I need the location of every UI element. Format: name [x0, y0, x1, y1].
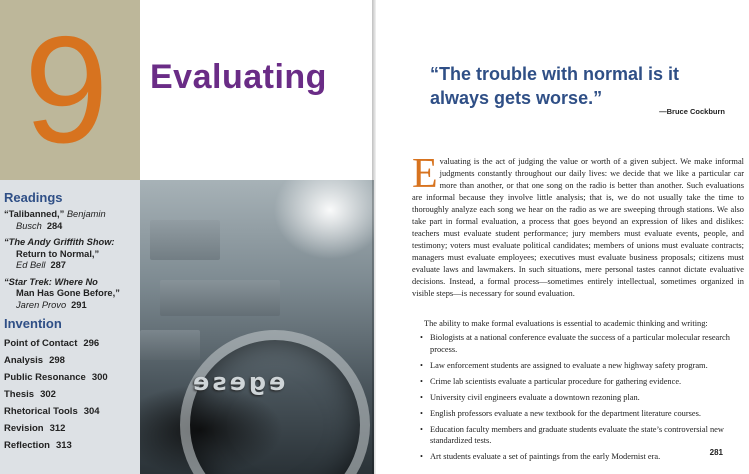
invention-page: 298 — [49, 355, 65, 366]
reading-page: 287 — [50, 260, 66, 270]
invention-page: 313 — [55, 440, 72, 451]
invention-item — [4, 352, 140, 369]
examples-list — [416, 332, 744, 467]
intro-paragraph — [412, 151, 744, 300]
invention-item — [4, 335, 140, 352]
reading-page: 284 — [46, 220, 63, 231]
invention-page: 312 — [49, 423, 66, 434]
left-page — [0, 0, 374, 474]
type-letters: egese — [190, 368, 286, 396]
example-item: • Crime lab scientists evaluate a particular procedure for gathering evidence. — [416, 376, 744, 388]
type-block — [160, 280, 280, 316]
chapter-number: 9 — [24, 5, 107, 175]
epigraph-attribution: —Bruce Cockburn — [659, 107, 725, 116]
reading-title-cont: Return to Normal,” — [16, 248, 100, 259]
reading-author: Benjamin — [66, 209, 106, 219]
example-item: • Law enforcement students are assigned to evaluate a new highway safety program. — [416, 360, 744, 372]
reading-title: “Talibanned,” — [4, 209, 65, 219]
drop-cap: E — [412, 151, 438, 197]
reading-title: “The Andy Griffith Show: — [4, 237, 115, 247]
chapter-number-block — [0, 0, 140, 180]
invention-item — [4, 369, 140, 386]
example-item: • University civil engineers evaluate a downtown rezoning plan. — [416, 392, 744, 404]
invention-label: Public Resonance — [4, 372, 86, 383]
invention-item — [4, 437, 140, 454]
example-item: • Education faculty members and graduate students evaluate the state’s controversial new standardized tests. — [416, 424, 744, 447]
type-block — [150, 220, 220, 260]
invention-page: 296 — [83, 338, 100, 349]
invention-label: Thesis — [4, 389, 35, 400]
reading-page: 291 — [71, 299, 87, 310]
invention-page: 300 — [91, 372, 108, 383]
second-paragraph: The ability to make formal evaluations is essential to academic thinking and writing: — [424, 319, 708, 328]
epigraph-quote: “The trouble with normal is it always gets worse.” — [430, 64, 680, 108]
invention-label: Revision — [4, 423, 44, 434]
invention-page: 304 — [83, 406, 100, 417]
example-item: • Art students evaluate a set of paintings from the early Modernist era. — [416, 451, 744, 463]
reading-item — [2, 237, 140, 272]
type-blocks-photo — [140, 180, 374, 474]
reading-title: “Star Trek: Where No — [4, 276, 98, 287]
right-page — [376, 0, 749, 474]
invention-page: 302 — [40, 389, 56, 400]
reading-item — [2, 209, 140, 232]
reading-author: Jaren Provo — [16, 299, 67, 310]
reading-author-cont: Busch — [16, 220, 42, 231]
reading-author: Ed Bell — [16, 260, 46, 270]
example-item: • Biologists at a national conference evaluate the success of a particular molecular research process. — [416, 332, 744, 355]
invention-list — [2, 335, 140, 454]
invention-item — [4, 420, 140, 437]
reading-item — [2, 277, 140, 312]
invention-heading: Invention — [4, 316, 62, 331]
readings-heading: Readings — [4, 190, 63, 205]
chapter-contents-sidebar — [0, 180, 140, 474]
invention-label: Analysis — [4, 355, 44, 366]
magnifier-lens — [180, 330, 370, 474]
invention-label: Point of Contact — [4, 338, 78, 349]
reading-title-cont: Man Has Gone Before,” — [16, 288, 120, 298]
invention-item — [4, 386, 140, 403]
invention-label: Reflection — [4, 440, 50, 451]
intro-paragraph-text: valuating is the act of judging the value or worth of a given subject. We make informal judgments constantly throughout our daily lives: we decide that we like a particular car more than another, or that one song on the radio is better than another. Such evaluations are informal because they involve little analysis; that is, we do not usually take the time to thoroughly analyze each song we hear on the radio as we are sweeping through stations. We also take part in formal evaluation, a process that goes beyond an expression of likes and dislikes: teachers must evaluate student performance; jury members must evaluate events, people, and testimony; voters must evaluate political candidates; members of unions must evaluate contracts; managers must evaluate employees; executives must evaluate business proposals; citizens must evaluate laws and lawmakers. In such situations, mere personal tastes cannot dictate evaluative decisions. Instead, a formal process—sometimes entirely intellectual, sometimes organized in visible steps—is necessary for sound evaluation. — [412, 157, 744, 298]
example-item: • English professors evaluate a new textbook for the department literature courses. — [416, 408, 744, 420]
page-number: 281 — [709, 448, 723, 457]
invention-label: Rhetorical Tools — [4, 406, 78, 417]
type-block — [140, 330, 200, 360]
invention-item — [4, 403, 140, 420]
chapter-title: Evaluating — [150, 58, 327, 96]
